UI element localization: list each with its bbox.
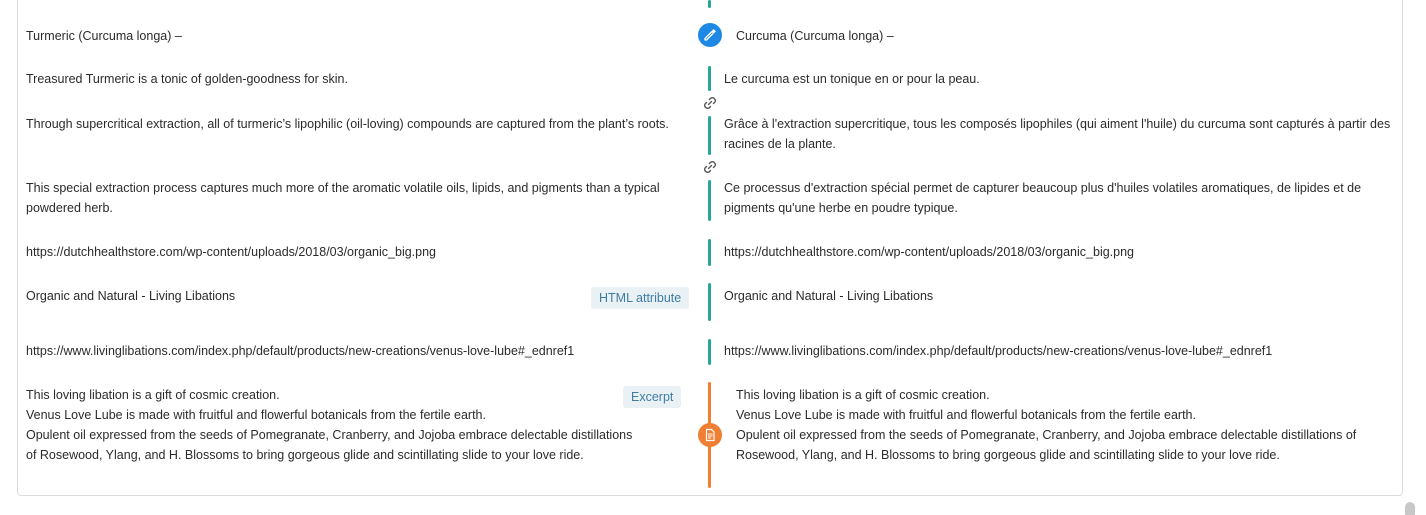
target-segment[interactable]: Organic and Natural - Living Libations (724, 289, 934, 303)
excerpt-line: Opulent oil expressed from the seeds of Pomegranate, Cranberry, and Jojoba embrace delectable distillations of Rosewood, Ylang, and H. Blossoms to bring gorgeous glide and scintillating slide to your love ride. (736, 428, 1357, 462)
excerpt-status-icon[interactable] (698, 423, 722, 447)
scrollbar-thumb[interactable] (1405, 502, 1415, 515)
segment-status-bar (708, 239, 711, 266)
target-segment-excerpt[interactable] (736, 385, 1392, 465)
target-segment[interactable]: Ce processus d'extraction spécial permet de capturer beaucoup plus d'huiles volatiles aromatiques, de lipides et de pigments qu'une herbe en poudre typique. (724, 181, 1362, 215)
source-segment-excerpt[interactable] (26, 385, 636, 465)
excerpt-line: This loving libation is a gift of cosmic creation. (736, 388, 990, 402)
link-icon[interactable] (701, 94, 719, 112)
segment-status-bar (708, 283, 711, 321)
excerpt-line: Opulent oil expressed from the seeds of Pomegranate, Cranberry, and Jojoba embrace delectable distillations of Rosewood, Ylang, and H. Blossoms to bring gorgeous glide and scintillating slide to your love ride. (26, 428, 633, 462)
segment-status-bar (708, 339, 711, 365)
excerpt-badge: Excerpt (623, 386, 681, 408)
source-segment-title[interactable]: Turmeric (Curcuma longa) – (26, 29, 182, 43)
source-segment[interactable]: Through supercritical extraction, all of turmeric’s lipophilic (oil-loving) compounds are captured from the plant’s roots. (26, 117, 669, 131)
document-icon (703, 428, 717, 442)
pencil-icon (703, 28, 717, 42)
target-segment-url[interactable]: https://www.livinglibations.com/index.php/default/products/new-creations/venus-love-lube#_ednref1 (724, 344, 1273, 358)
source-segment[interactable]: This special extraction process captures much more of the aromatic volatile oils, lipids, and pigments than a typical powdered herb. (26, 181, 660, 215)
source-segment-url[interactable]: https://www.livinglibations.com/index.php/default/products/new-creations/venus-love-lube#_ednref1 (26, 344, 575, 358)
target-segment-title[interactable]: Curcuma (Curcuma longa) – (736, 29, 894, 43)
segment-status-bar (708, 66, 711, 91)
target-segment-url[interactable]: https://dutchhealthstore.com/wp-content/uploads/2018/03/organic_big.png (724, 245, 1134, 259)
edit-status-icon[interactable] (698, 23, 722, 47)
source-segment[interactable]: Treasured Turmeric is a tonic of golden-goodness for skin. (26, 72, 348, 86)
excerpt-line: This loving libation is a gift of cosmic creation. (26, 388, 280, 402)
link-icon[interactable] (701, 158, 719, 176)
target-segment[interactable]: Le curcuma est un tonique en or pour la peau. (724, 72, 980, 86)
segment-connector (708, 0, 711, 8)
target-segment[interactable]: Grâce à l'extraction supercritique, tous les composés lipophiles (qui aiment l'huile) du curcuma sont capturés à partir des racines de la plante. (724, 117, 1391, 151)
html-attribute-badge: HTML attribute (591, 287, 689, 309)
segment-status-bar (708, 116, 711, 155)
excerpt-line: Venus Love Lube is made with fruitful and flowerful botanicals from the fertile earth. (26, 408, 486, 422)
excerpt-line: Venus Love Lube is made with fruitful and flowerful botanicals from the fertile earth. (736, 408, 1196, 422)
source-segment[interactable]: Organic and Natural - Living Libations (26, 289, 236, 303)
segment-status-bar (708, 180, 711, 221)
source-segment-url[interactable]: https://dutchhealthstore.com/wp-content/uploads/2018/03/organic_big.png (26, 245, 436, 259)
